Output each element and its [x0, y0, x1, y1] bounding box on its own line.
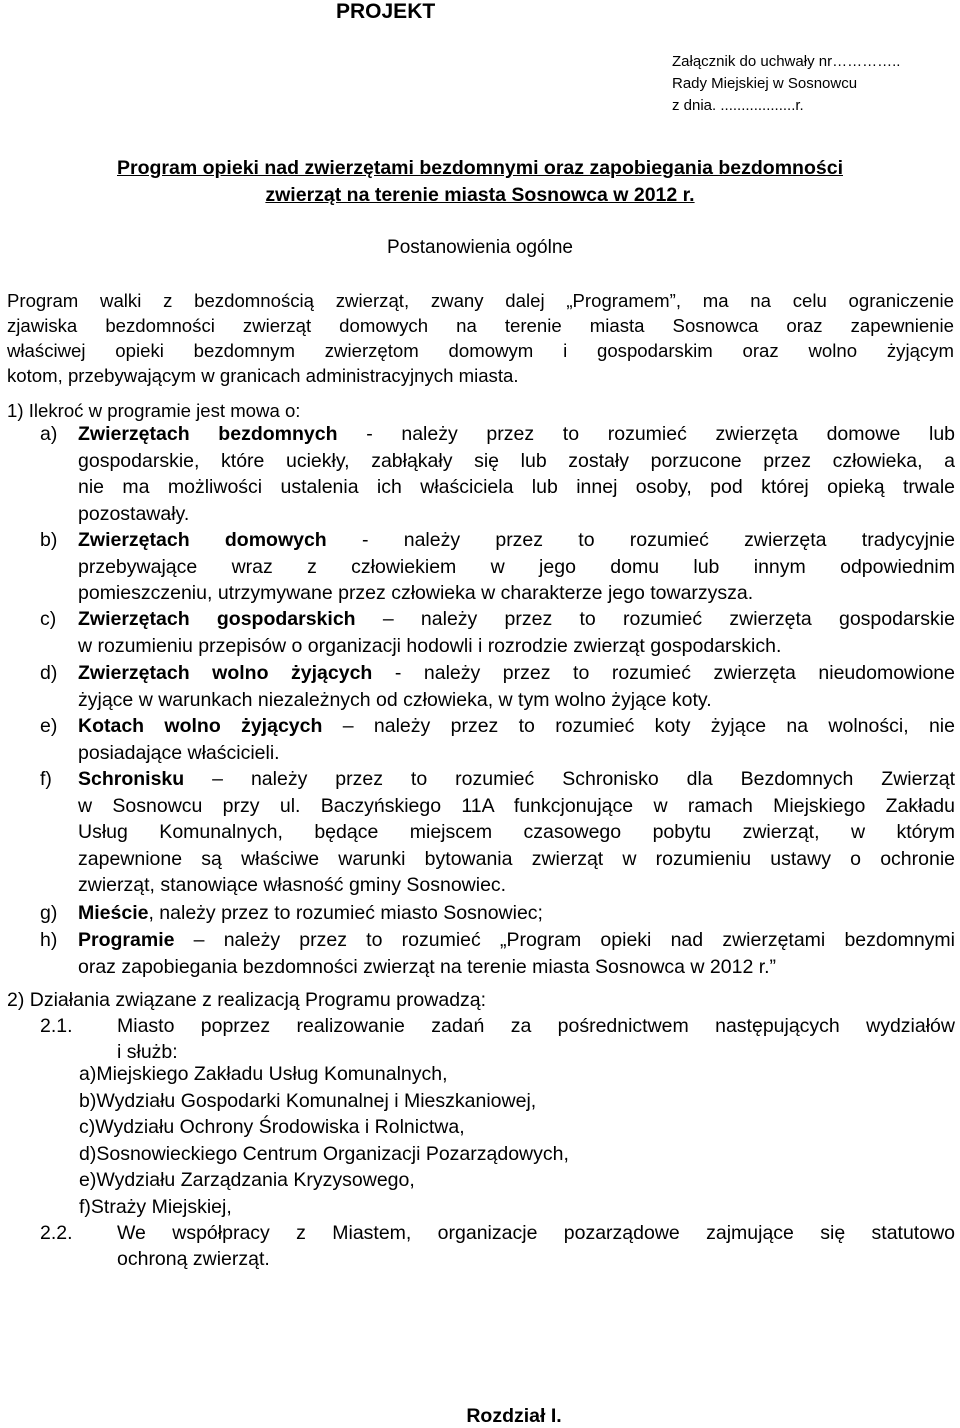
definition-label: f)	[40, 768, 52, 790]
definition-text: - należy przez to rozumieć zwierzęta tradycyjnie	[326, 529, 955, 551]
definition-text: - należy przez to rozumieć zwierzęta domowe lub	[337, 423, 956, 445]
definition-line	[78, 660, 955, 687]
definition-label: h)	[40, 929, 58, 951]
intro-line: Program walki z bezdomnością zwierząt, zwany dalej „Programem”, ma na celu ograniczenie	[7, 290, 954, 311]
definition-line: Usług Komunalnych, będące miejscem czasowego pobytu zwierząt, w którym	[78, 821, 955, 843]
definition-text: , należy przez to rozumieć miasto Sosnowiec;	[148, 902, 543, 924]
definition-e	[40, 713, 955, 766]
definition-label: a)	[40, 423, 58, 445]
definition-f	[40, 766, 955, 899]
definition-line: w Sosnowcu przy ul. Baczyńskiego 11A funkcjonujące w ramach Miejskiego Zakładu	[78, 794, 955, 817]
definition-line	[78, 606, 955, 633]
definition-a	[40, 421, 955, 527]
definition-line	[78, 927, 955, 954]
definition-b	[40, 527, 955, 607]
definition-line	[78, 421, 955, 448]
definition-line: oraz zapobiegania bezdomności zwierząt na terenie miasta Sosnowca w 2012 r.”	[78, 955, 777, 978]
definition-text: – należy przez to rozumieć „Program opieki nad zwierzętami bezdomnymi	[174, 929, 955, 951]
list-item: f)Straży Miejskiej,	[79, 1195, 232, 1218]
definition-term: Zwierzętach gospodarskich	[78, 608, 356, 630]
list-item: d)Sosnowieckiego Centrum Organizacji Pozarządowych,	[79, 1142, 569, 1165]
definition-line	[78, 766, 955, 793]
definition-label: d)	[40, 662, 58, 684]
projekt-label: PROJEKT	[336, 0, 436, 23]
definition-term: Mieście	[78, 902, 149, 924]
definition-g	[40, 900, 955, 927]
definition-line	[78, 527, 955, 554]
definition-text: – należy przez to rozumieć koty żyjące na wolności, nie	[322, 715, 955, 737]
definition-term: Programie	[78, 929, 175, 951]
definition-text: - należy przez to rozumieć zwierzęta nieudomowione	[372, 662, 955, 684]
section-heading: Postanowienia ogólne	[387, 237, 573, 258]
definition-line	[78, 713, 955, 740]
definition-text: – należy przez to rozumieć Schronisko dla Bezdomnych Zwierząt	[184, 768, 955, 790]
definition-d	[40, 660, 955, 713]
subsection-2-2-label: 2.2.	[40, 1222, 73, 1244]
subsection-line: i służb:	[117, 1041, 178, 1063]
subsection-line: ochroną zwierząt.	[117, 1248, 270, 1270]
definition-line: pozostawały.	[78, 502, 190, 525]
section-1-heading: 1) Ilekroć w programie jest mowa o:	[7, 400, 301, 421]
annex-line-2: Rady Miejskiej w Sosnowcu	[672, 75, 858, 92]
definition-term: Kotach wolno żyjących	[78, 715, 323, 737]
definition-line	[78, 900, 955, 927]
subsection-line: Miasto poprzez realizowanie zadań za pośrednictwem następujących wydziałów	[117, 1015, 955, 1037]
list-item: c)Wydziału Ochrony Środowiska i Rolnictwa,	[79, 1116, 465, 1138]
annex-line-3: z dnia. ..................r.	[672, 97, 804, 114]
document-title	[0, 155, 960, 209]
definition-line: przebywające wraz z człowiekiem w jego domu lub innym odpowiednim	[78, 555, 955, 578]
list-item: a)Miejskiego Zakładu Usług Komunalnych,	[79, 1063, 448, 1085]
definition-term: Zwierzętach domowych	[78, 529, 327, 551]
definition-label: e)	[40, 715, 58, 737]
intro-line: właściwej opieki bezdomnym zwierzętom domowym i gospodarskim oraz wolno żyjącym	[7, 340, 954, 361]
definition-text: – należy przez to rozumieć zwierzęta gospodarskie	[355, 608, 955, 630]
definition-label: c)	[40, 608, 57, 630]
section-2-heading: 2) Działania związane z realizacją Programu prowadzą:	[7, 989, 487, 1011]
definition-label: g)	[40, 902, 58, 924]
definition-line: gospodarskie, które uciekły, zabłąkały się lub zostały porzucone przez człowieka, a	[78, 449, 955, 472]
annex-line-1: Załącznik do uchwały nr…………..	[672, 53, 901, 70]
intro-line: zjawiska bezdomności zwierząt domowych na terenie miasta Sosnowca oraz zapewnienie	[7, 315, 954, 336]
definition-term: Zwierzętach wolno żyjących	[78, 662, 373, 684]
intro-paragraph	[7, 288, 954, 388]
definition-line: posiadające właścicieli.	[78, 741, 280, 764]
title-line-1: Program opieki nad zwierzętami bezdomnymi oraz zapobiegania bezdomności	[117, 157, 843, 179]
definition-line: pomieszczeniu, utrzymywane przez człowieka w charakterze jego towarzysza.	[78, 582, 754, 604]
units-list	[79, 1061, 569, 1220]
definition-line: zapewnione są właściwe warunki bytowania zwierząt w rozumieniu ustawy o ochronie	[78, 847, 955, 870]
chapter-heading: Rozdział I.	[466, 1405, 562, 1427]
intro-line: kotom, przebywającym w granicach administracyjnych miasta.	[7, 365, 519, 386]
list-item: e)Wydziału Zarządzania Kryzysowego,	[79, 1169, 415, 1191]
definition-h	[40, 927, 955, 980]
list-item: b)Wydziału Gospodarki Komunalnej i Mieszkaniowej,	[79, 1089, 537, 1112]
definition-term: Schronisku	[78, 768, 185, 790]
subsection-2-1-label: 2.1.	[40, 1015, 73, 1037]
title-line-2: zwierząt na terenie miasta Sosnowca w 2012 r.	[265, 184, 695, 206]
definition-line: w rozumieniu przepisów o organizacji hodowli i rozrodzie zwierząt gospodarskich.	[78, 634, 782, 657]
definition-c	[40, 606, 955, 659]
definition-label: b)	[40, 529, 58, 551]
annex-note	[672, 51, 900, 117]
subsection-line: We współpracy z Miastem, organizacje pozarządowe zajmujące się statutowo	[117, 1222, 955, 1244]
definition-line: zwierząt, stanowiące własność gminy Sosnowiec.	[78, 874, 507, 896]
definition-line: nie ma możliwości ustalenia ich właściciela lub innej osoby, pod której opieką trwale	[78, 476, 955, 498]
subsection-2-1-text	[117, 1013, 955, 1065]
definition-line: żyjące w warunkach niezależnych od człowieka, w tym wolno żyjące koty.	[78, 688, 712, 711]
subsection-2-2-text	[117, 1220, 955, 1272]
definition-term: Zwierzętach bezdomnych	[78, 423, 338, 445]
